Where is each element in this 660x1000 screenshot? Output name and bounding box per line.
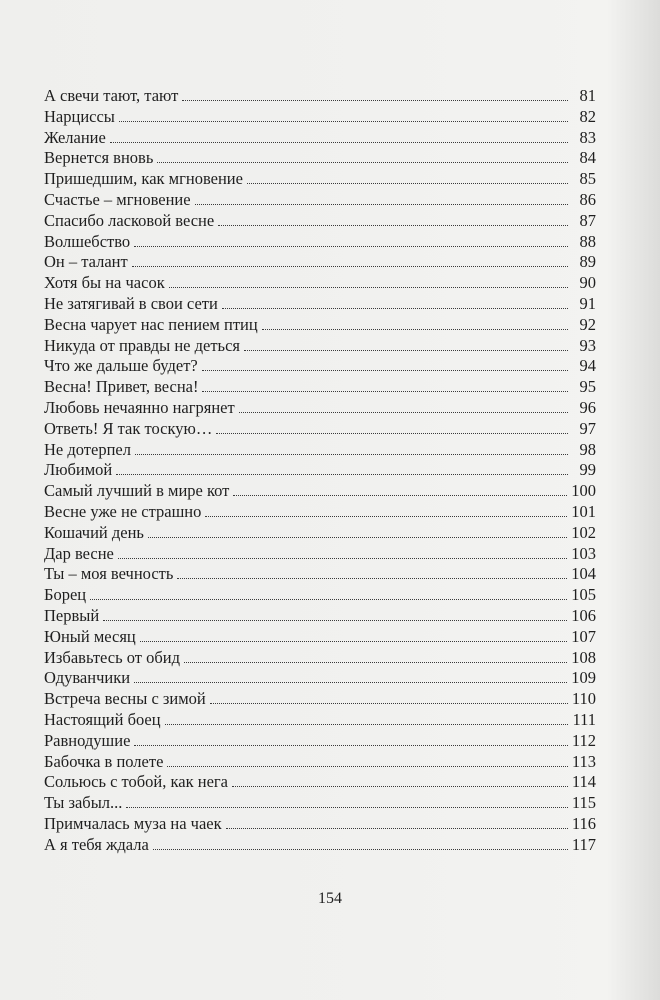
toc-entry xyxy=(44,398,596,419)
toc-entry-title: Счастье – мгновение xyxy=(44,189,191,209)
table-of-contents xyxy=(44,86,596,855)
toc-entry-title: Весне уже не страшно xyxy=(44,501,202,521)
dot-leader xyxy=(239,412,568,413)
dot-leader xyxy=(169,287,568,288)
toc-entry-title: Дар весне xyxy=(44,543,114,563)
toc-entry xyxy=(44,273,596,294)
toc-entry-page: 113 xyxy=(571,751,596,771)
toc-entry-title: Ты – моя вечность xyxy=(44,564,174,584)
dot-leader xyxy=(118,558,567,559)
dot-leader xyxy=(134,246,568,247)
toc-entry-title: Пришедшим, как мгновение xyxy=(44,169,243,189)
toc-entry-page: 87 xyxy=(579,210,596,230)
dot-leader xyxy=(157,162,568,163)
toc-entry-page: 107 xyxy=(571,626,596,646)
toc-entry-page: 111 xyxy=(572,709,596,729)
dot-leader xyxy=(244,350,568,351)
toc-entry xyxy=(44,689,596,710)
toc-entry-page: 116 xyxy=(571,813,596,833)
dot-leader xyxy=(90,599,567,600)
toc-entry-page: 112 xyxy=(571,730,596,750)
toc-entry xyxy=(44,772,596,793)
toc-entry-page: 109 xyxy=(571,668,596,688)
toc-entry xyxy=(44,440,596,461)
dot-leader xyxy=(226,828,568,829)
toc-entry-title: Вернется вновь xyxy=(44,148,154,168)
dot-leader xyxy=(135,454,568,455)
toc-entry xyxy=(44,523,596,544)
toc-entry xyxy=(44,752,596,773)
toc-entry-page: 83 xyxy=(579,127,596,147)
toc-entry xyxy=(44,232,596,253)
toc-entry xyxy=(44,648,596,669)
toc-entry-title: А свечи тают, тают xyxy=(44,86,179,105)
toc-entry-page: 84 xyxy=(579,148,596,168)
toc-entry-title: Кошачий день xyxy=(44,522,144,542)
toc-entry xyxy=(44,585,596,606)
toc-entry-page: 97 xyxy=(579,418,596,438)
toc-entry-title: Нарциссы xyxy=(44,106,115,126)
toc-entry-title: Весна чарует нас пением птиц xyxy=(44,314,258,334)
toc-entry xyxy=(44,211,596,232)
toc-entry xyxy=(44,835,596,856)
toc-entry xyxy=(44,481,596,502)
toc-entry xyxy=(44,564,596,585)
toc-entry-title: А я тебя ждала xyxy=(44,834,149,854)
toc-entry-title: Никуда от правды не деться xyxy=(44,335,240,355)
dot-leader xyxy=(110,142,568,143)
toc-entry-page: 105 xyxy=(571,585,596,605)
toc-entry-title: Примчалась муза на чаек xyxy=(44,813,222,833)
toc-entry-title: Спасибо ласковой весне xyxy=(44,210,215,230)
toc-entry xyxy=(44,731,596,752)
dot-leader xyxy=(195,204,568,205)
toc-entry xyxy=(44,668,596,689)
dot-leader xyxy=(165,724,568,725)
toc-entry xyxy=(44,252,596,273)
toc-entry-page: 91 xyxy=(579,293,596,313)
dot-leader xyxy=(119,121,568,122)
dot-leader xyxy=(116,474,568,475)
dot-leader xyxy=(134,745,567,746)
toc-entry xyxy=(44,190,596,211)
dot-leader xyxy=(134,682,567,683)
toc-entry xyxy=(44,544,596,565)
dot-leader xyxy=(126,807,567,808)
dot-leader xyxy=(167,766,567,767)
dot-leader xyxy=(247,183,568,184)
toc-entry-page: 85 xyxy=(579,169,596,189)
dot-leader xyxy=(262,329,568,330)
toc-entry xyxy=(44,419,596,440)
toc-entry-page: 106 xyxy=(571,605,596,625)
dot-leader xyxy=(216,433,568,434)
toc-entry xyxy=(44,336,596,357)
toc-entry xyxy=(44,128,596,149)
page-number: 154 xyxy=(318,890,342,907)
toc-entry-page: 89 xyxy=(579,252,596,272)
dot-leader xyxy=(153,849,568,850)
toc-entry-page: 90 xyxy=(579,273,596,293)
toc-entry-page: 104 xyxy=(571,564,596,584)
dot-leader xyxy=(140,641,568,642)
toc-entry xyxy=(44,315,596,336)
toc-entry-page: 100 xyxy=(571,481,596,501)
toc-entry-title: Сольюсь с тобой, как нега xyxy=(44,772,228,792)
toc-entry xyxy=(44,793,596,814)
toc-entry-title: Борец xyxy=(44,585,87,605)
toc-entry-title: Ты забыл... xyxy=(44,793,123,813)
toc-entry xyxy=(44,502,596,523)
dot-leader xyxy=(218,225,568,226)
toc-entry-title: Желание xyxy=(44,127,106,147)
toc-entry-page: 117 xyxy=(571,834,596,854)
toc-entry-page: 96 xyxy=(579,397,596,417)
toc-entry-page: 103 xyxy=(571,543,596,563)
dot-leader xyxy=(182,100,568,101)
toc-entry-title: Равнодушие xyxy=(44,730,131,750)
dot-leader xyxy=(177,578,567,579)
dot-leader xyxy=(103,620,567,621)
toc-entry-title: Не затягивай в свои сети xyxy=(44,293,218,313)
toc-entry xyxy=(44,356,596,377)
toc-entry-title: Одуванчики xyxy=(44,668,131,688)
dot-leader xyxy=(222,308,568,309)
toc-entry-page: 86 xyxy=(579,189,596,209)
toc-entry xyxy=(44,627,596,648)
toc-entry-page: 99 xyxy=(579,460,596,480)
dot-leader xyxy=(202,391,568,392)
toc-entry-title: Бабочка в полете xyxy=(44,751,164,771)
toc-entry xyxy=(44,710,596,731)
dot-leader xyxy=(210,703,568,704)
toc-entry-page: 93 xyxy=(579,335,596,355)
toc-entry-page: 92 xyxy=(579,314,596,334)
toc-entry-title: Самый лучший в мире кот xyxy=(44,481,230,501)
toc-entry-page: 88 xyxy=(579,231,596,251)
toc-entry xyxy=(44,294,596,315)
toc-entry-page: 110 xyxy=(571,689,596,709)
toc-entry-page: 95 xyxy=(579,377,596,397)
toc-entry-title: Что же дальше будет? xyxy=(44,356,198,376)
toc-entry xyxy=(44,606,596,627)
toc-entry-page: 102 xyxy=(571,522,596,542)
toc-entry-title: Юный месяц xyxy=(44,626,136,646)
dot-leader xyxy=(233,495,567,496)
toc-entry xyxy=(44,460,596,481)
toc-entry xyxy=(44,377,596,398)
toc-entry-title: Весна! Привет, весна! xyxy=(44,377,199,397)
dot-leader xyxy=(132,266,568,267)
toc-entry xyxy=(44,814,596,835)
toc-entry-title: Любимой xyxy=(44,460,113,480)
toc-entry-title: Не дотерпел xyxy=(44,439,131,459)
toc-entry-title: Любовь нечаянно нагрянет xyxy=(44,397,235,417)
toc-entry-title: Волшебство xyxy=(44,231,131,251)
toc-entry-page: 82 xyxy=(579,106,596,126)
toc-entry xyxy=(44,169,596,190)
dot-leader xyxy=(148,537,567,538)
toc-entry-title: Хотя бы на часок xyxy=(44,273,165,293)
toc-entry xyxy=(44,107,596,128)
dot-leader xyxy=(205,516,567,517)
toc-entry-title: Первый xyxy=(44,605,100,625)
toc-entry-page: 81 xyxy=(579,86,596,105)
dot-leader xyxy=(232,786,568,787)
toc-entry-title: Ответь! Я так тоскую… xyxy=(44,418,213,438)
toc-entry-title: Встреча весны с зимой xyxy=(44,689,206,709)
dot-leader xyxy=(202,370,568,371)
dot-leader xyxy=(184,662,567,663)
toc-entry-page: 115 xyxy=(571,793,596,813)
toc-entry-title: Избавьтесь от обид xyxy=(44,647,180,667)
toc-entry xyxy=(44,148,596,169)
toc-entry-title: Он – талант xyxy=(44,252,128,272)
toc-entry-page: 114 xyxy=(571,772,596,792)
toc-entry-page: 101 xyxy=(571,501,596,521)
toc-entry-page: 98 xyxy=(579,439,596,459)
toc-entry-title: Настоящий боец xyxy=(44,709,161,729)
toc-entry-page: 94 xyxy=(579,356,596,376)
toc-entry-page: 108 xyxy=(571,647,596,667)
toc-entry xyxy=(44,86,596,107)
